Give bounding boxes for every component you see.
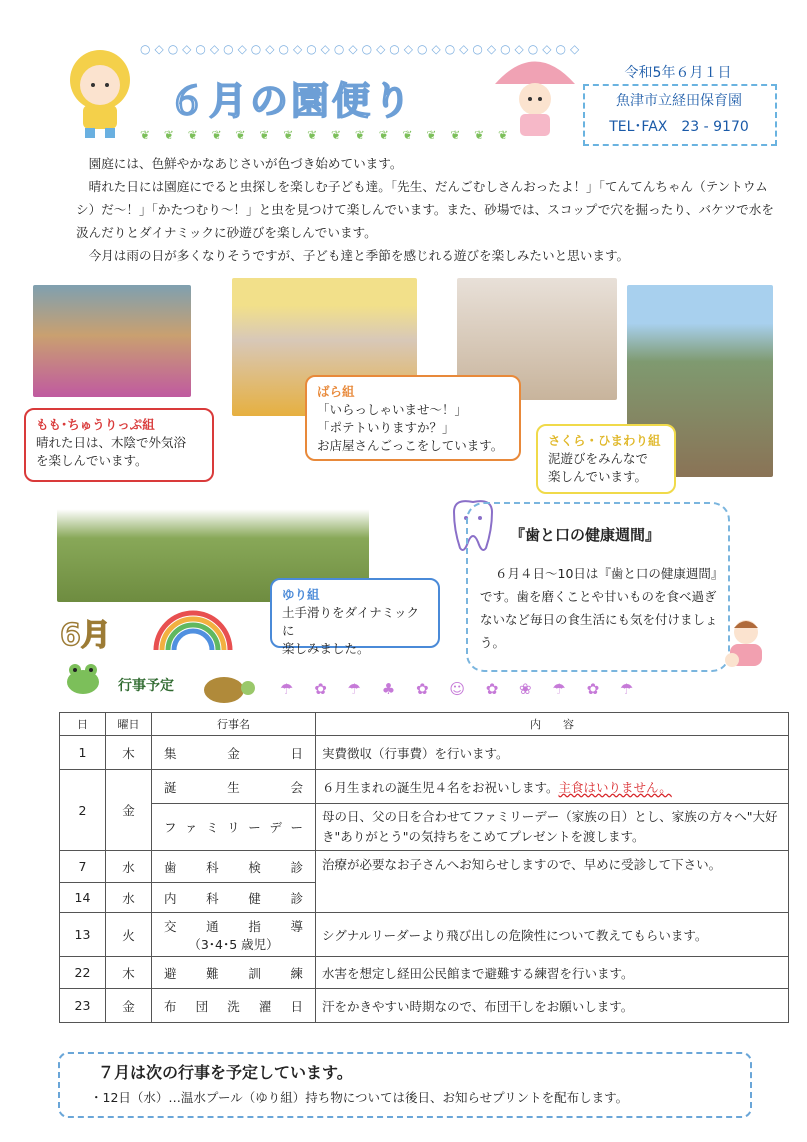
june-badge: 6月 bbox=[60, 618, 111, 653]
cell-day: 14 bbox=[60, 883, 106, 913]
cell-content: 治療が必要なお子さんへお知らせしますので、早めに受診して下さい。 bbox=[316, 851, 789, 913]
intro-paragraph: 晴れた日には園庭にでると虫探しを楽しむ子ども達。「先生、だんごむしさんおったよ！」「てんてんちゃん（テントウムシ）だ～！」「かたつむり～！」と虫を見つけて楽しんでいます。また、砂場では、スコップで穴を掘ったり、バケツで水を汲んだりとダイナミックに砂遊びを楽しんでいます。 bbox=[76, 179, 774, 240]
cell-day: 2 bbox=[60, 770, 106, 851]
header-weekday: 曜日 bbox=[106, 713, 152, 736]
turtle-icon bbox=[196, 668, 258, 704]
class-name: さくら・ひまわり組 bbox=[548, 433, 661, 448]
july-item: ・12日（水）…温水プール（ゆり組）持ち物については後日、お知らせプリントを配布します。 bbox=[90, 1090, 629, 1105]
table-header-row bbox=[60, 713, 789, 736]
cell-content bbox=[316, 770, 789, 804]
schedule-table bbox=[59, 712, 789, 1023]
table-row bbox=[60, 851, 789, 883]
class-name: ばら組 bbox=[317, 384, 355, 399]
table-row bbox=[60, 736, 789, 770]
content-warning: 主食はいりません。 bbox=[558, 779, 672, 795]
event-sub: （3･4･5 歳児） bbox=[188, 936, 279, 952]
photo-momo-class bbox=[33, 285, 191, 397]
cell-day: 23 bbox=[60, 989, 106, 1023]
july-heading: ７月は次の行事を予定しています。 bbox=[98, 1063, 353, 1082]
class-name: もも･ちゅうりっぷ組 bbox=[36, 417, 155, 432]
content-text: ６月生まれの誕生児４名をお祝いします。 bbox=[322, 779, 559, 795]
class-caption: 土手滑りをダイナミックに bbox=[282, 605, 420, 638]
table-row bbox=[60, 913, 789, 957]
class-caption: 「いらっしゃいませ～！」 bbox=[317, 402, 468, 417]
toothbrush-parent-illustration bbox=[716, 616, 776, 672]
cell-content: 実費徴収（行事費）を行います。 bbox=[316, 736, 789, 770]
tooth-week-title: 『歯と口の健康週間』 bbox=[510, 526, 661, 544]
cell-event: 歯科検診 bbox=[152, 851, 316, 883]
cell-day: 7 bbox=[60, 851, 106, 883]
header-content: 内 容 bbox=[316, 713, 789, 736]
rainbow-icon bbox=[148, 606, 238, 652]
cell-content: シグナルリーダーより飛び出しの危険性について教えてもらいます。 bbox=[316, 913, 789, 957]
frog-icon bbox=[63, 660, 103, 696]
cell-weekday: 水 bbox=[106, 883, 152, 913]
event-name: 交通指導 bbox=[164, 918, 303, 934]
umbrella-child-illustration bbox=[490, 44, 580, 144]
school-name: 魚津市立経田保育園 bbox=[616, 93, 742, 109]
cell-content: 汗をかきやすい時期なので、布団干しをお願いします。 bbox=[316, 989, 789, 1023]
cell-weekday: 金 bbox=[106, 770, 152, 851]
intro-text bbox=[76, 152, 776, 267]
class-caption: 楽しみました。 bbox=[282, 641, 370, 656]
rain-child-illustration bbox=[55, 40, 145, 140]
cell-event: 集金日 bbox=[152, 736, 316, 770]
momo-class-bubble bbox=[24, 408, 214, 482]
page-title: ６月の園便り bbox=[168, 79, 415, 123]
class-caption: を楽しんでいます。 bbox=[36, 453, 148, 468]
cell-event: 誕生会 bbox=[152, 770, 316, 804]
class-caption: 泥遊びをみんなで bbox=[548, 451, 649, 466]
table-row bbox=[60, 770, 789, 804]
sakura-class-bubble bbox=[536, 424, 676, 494]
cell-content: 母の日、父の日を合わせてファミリーデー（家族の日）とし、家族の方々へ"大好き"ありがとう"の気持ちをこめてプレゼントを渡します。 bbox=[316, 804, 789, 851]
cell-day: 1 bbox=[60, 736, 106, 770]
class-caption: 「ポテトいりますか？」 bbox=[317, 420, 455, 435]
frog-leaf-decoration: ❦ ❦ ❦ ❦ ❦ ❦ ❦ ❦ ❦ ❦ ❦ ❦ ❦ ❦ ❦ ❦ bbox=[140, 128, 514, 142]
tooth-week-body bbox=[480, 562, 720, 654]
schedule-heading: 行事予定 bbox=[118, 678, 174, 694]
intro-paragraph: 園庭には、色鮮やかなあじさいが色づき始めています。 bbox=[88, 156, 403, 171]
cell-event: 布団洗濯日 bbox=[152, 989, 316, 1023]
cell-weekday: 木 bbox=[106, 736, 152, 770]
raindrop-decoration: ○◇○◇○◇○◇○◇○◇○◇○◇○◇○◇○◇○◇○◇○◇○◇○◇ bbox=[140, 42, 584, 56]
cell-day: 22 bbox=[60, 957, 106, 989]
tooth-week-text: ６月４日～10日は『歯と口の健康週間』です。歯を磨くことや甘いものを食べ過ぎないなど毎日の食生活にも気を付けましょう。 bbox=[480, 566, 718, 650]
intro-paragraph: 今月は雨の日が多くなりそうですが、子ども達と季節を感じれる遊びを楽しみたいと思います。 bbox=[88, 248, 630, 263]
cell-event bbox=[152, 913, 316, 957]
cell-day: 13 bbox=[60, 913, 106, 957]
cell-weekday: 金 bbox=[106, 989, 152, 1023]
cell-event: 内科健診 bbox=[152, 883, 316, 913]
ornament-row: ☂ ✿ ☂ ♣ ✿ ☺ ✿ ❀ ☂ ✿ ☂ bbox=[280, 680, 642, 698]
issue-date: 令和5年６月１日 bbox=[624, 65, 732, 81]
cell-weekday: 火 bbox=[106, 913, 152, 957]
table-row bbox=[60, 804, 789, 851]
class-caption: お店屋さんごっこをしています。 bbox=[317, 438, 504, 453]
bara-class-bubble bbox=[305, 375, 521, 461]
yuri-class-bubble bbox=[270, 578, 440, 656]
cell-event: ファミリーデー bbox=[152, 804, 316, 851]
cell-event: 避難訓練 bbox=[152, 957, 316, 989]
table-row bbox=[60, 989, 789, 1023]
header-day: 日 bbox=[60, 713, 106, 736]
table-row bbox=[60, 957, 789, 989]
phone-fax: TEL･FAX 23 - 9170 bbox=[609, 119, 749, 135]
cell-content: 水害を想定し経田公民館まで避難する練習を行います。 bbox=[316, 957, 789, 989]
class-caption: 晴れた日は、木陰で外気浴 bbox=[36, 435, 187, 450]
class-caption: 楽しんでいます。 bbox=[548, 469, 648, 484]
cell-weekday: 木 bbox=[106, 957, 152, 989]
header-event: 行事名 bbox=[152, 713, 316, 736]
cell-weekday: 水 bbox=[106, 851, 152, 883]
class-name: ゆり組 bbox=[282, 587, 320, 602]
